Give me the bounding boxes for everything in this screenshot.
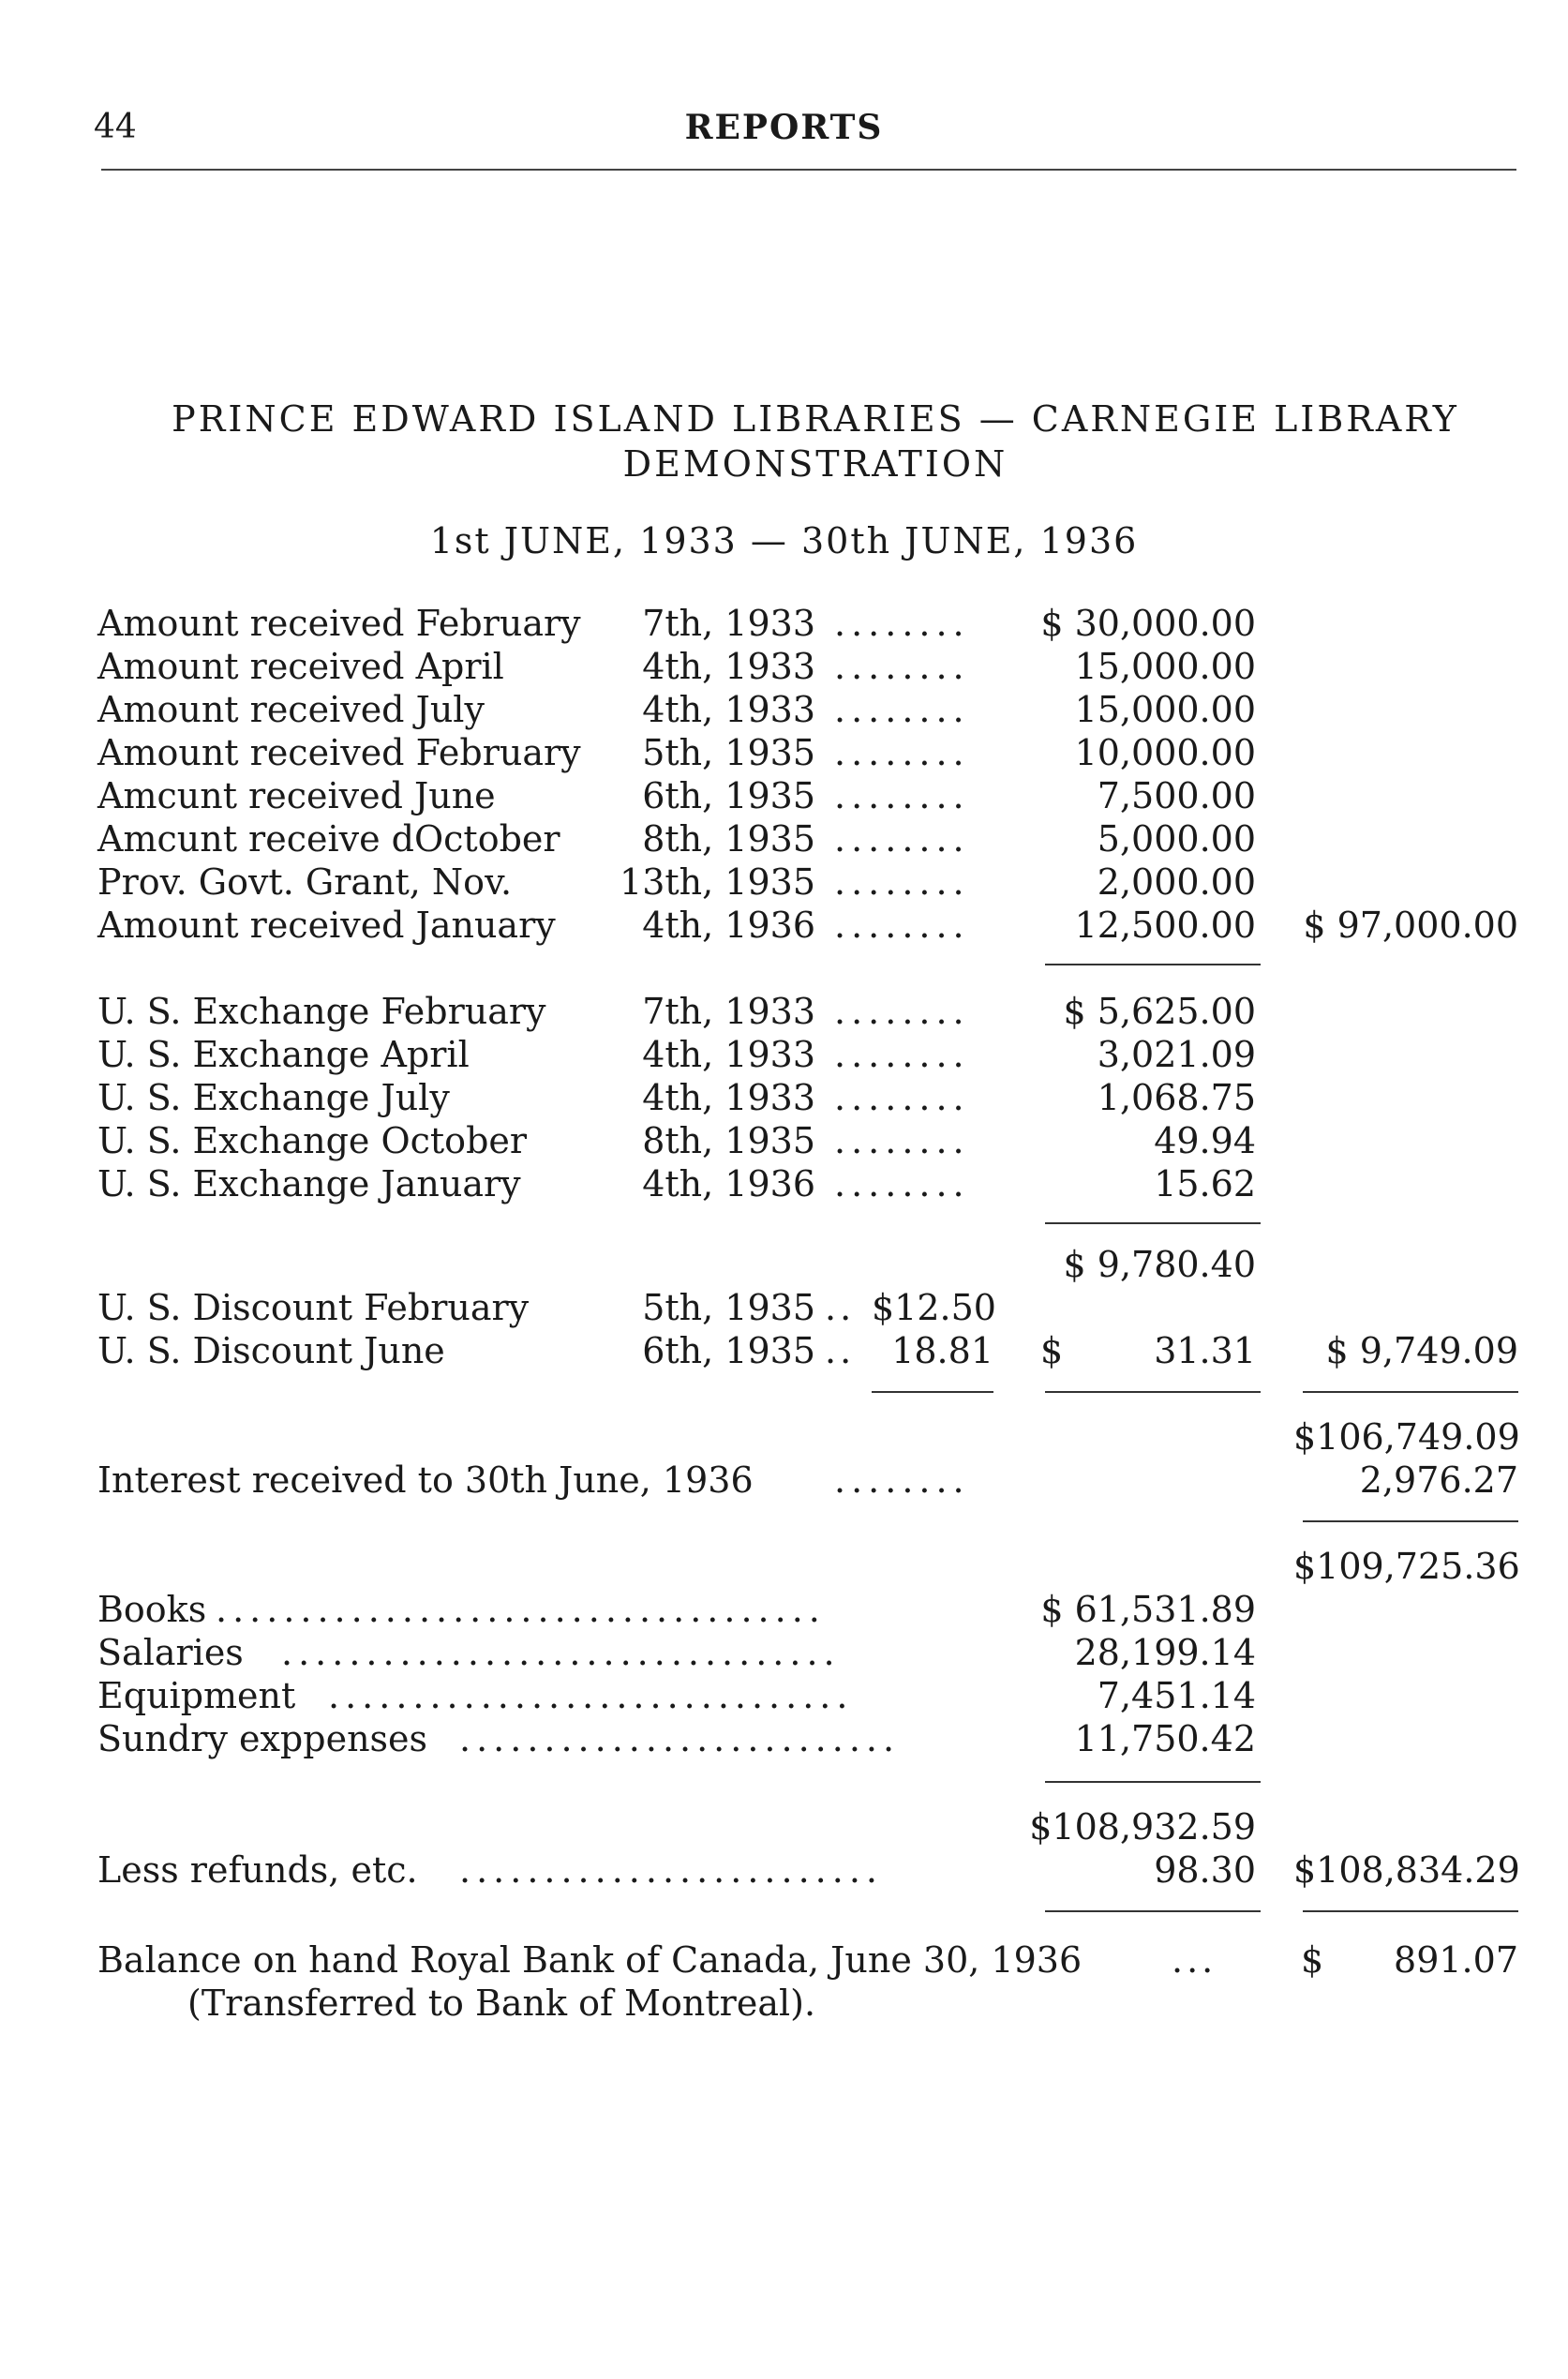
- interest-amount: 2,976.27: [1359, 1459, 1518, 1501]
- expense-amount: 11,750.42: [1074, 1718, 1256, 1759]
- expense-label: Salaries: [97, 1632, 244, 1673]
- dot-leader: ........: [834, 1120, 970, 1161]
- receipt-amount: 7,500.00: [1097, 775, 1256, 816]
- dot-leader: ........: [834, 861, 970, 903]
- exchange-amount: $ 5,625.00: [1063, 991, 1256, 1032]
- receipt-label: Amcunt receive dOctober: [97, 818, 560, 860]
- receipt-amount: 12,500.00: [1074, 905, 1256, 946]
- total-rule: [1045, 1910, 1261, 1912]
- balance-amount: 891.07: [1394, 1939, 1518, 1981]
- receipt-date: 6th, 1935: [642, 775, 815, 816]
- total-rule: [1045, 1222, 1261, 1224]
- receipt-date: 7th, 1933: [642, 603, 815, 644]
- expense-label: Equipment: [97, 1675, 296, 1716]
- exchange-amount: 49.94: [1154, 1120, 1256, 1161]
- dot-leader: ........: [834, 775, 970, 816]
- total-rule: [1303, 1391, 1518, 1393]
- exchange-date: 8th, 1935: [642, 1120, 815, 1161]
- dot-leader: ........: [834, 1459, 970, 1501]
- dot-leader: ........: [834, 905, 970, 946]
- exchange-label: U. S. Exchange October: [97, 1120, 528, 1161]
- receipt-label: Prov. Govt. Grant, Nov.: [97, 861, 513, 903]
- discount-date: 6th, 1935: [642, 1330, 815, 1371]
- expense-label: Sundry exppenses: [97, 1718, 428, 1759]
- dot-leader: ...: [1172, 1939, 1217, 1981]
- subtotal: $106,749.09: [1293, 1416, 1520, 1458]
- expense-amount: 7,451.14: [1097, 1675, 1256, 1716]
- header-rule: [101, 169, 1516, 171]
- receipt-date: 13th, 1935: [620, 861, 815, 903]
- dot-leader: ........: [834, 689, 970, 730]
- report-period: 1st JUNE, 1933 — 30th JUNE, 1936: [429, 520, 1139, 561]
- receipt-date: 4th, 1933: [642, 689, 815, 730]
- balance-label: Balance on hand Royal Bank of Canada, June 30, 1936: [97, 1939, 1083, 1981]
- total-rule: [1303, 1910, 1518, 1912]
- receipt-date: 4th, 1936: [642, 905, 815, 946]
- exchange-date: 4th, 1936: [642, 1163, 815, 1204]
- exchange-date: 7th, 1933: [642, 991, 815, 1032]
- refunds-amount: 98.30: [1154, 1849, 1256, 1891]
- expense-amount: $ 61,531.89: [1040, 1589, 1256, 1630]
- receipt-amount: 5,000.00: [1097, 818, 1256, 860]
- expense-label: Books: [97, 1589, 207, 1630]
- discount-amount: $12.50: [872, 1287, 996, 1328]
- refunds-label: Less refunds, etc.: [97, 1849, 418, 1891]
- receipt-label: Amount received July: [97, 689, 485, 730]
- page-number: 44: [94, 108, 137, 146]
- receipt-label: Amcunt received June: [97, 775, 496, 816]
- dot-leader: ........: [834, 646, 970, 687]
- exchange-total: $ 9,780.40: [1063, 1244, 1256, 1285]
- report-title-line2: DEMONSTRATION: [622, 443, 1008, 485]
- receipt-amount: $ 30,000.00: [1040, 603, 1256, 644]
- receipt-date: 4th, 1933: [642, 646, 815, 687]
- exchange-label: U. S. Exchange January: [97, 1163, 521, 1204]
- exchange-label: U. S. Exchange April: [97, 1034, 470, 1075]
- exchange-net: $ 9,749.09: [1325, 1330, 1518, 1371]
- receipt-label: Amount received January: [97, 905, 556, 946]
- receipt-label: Amount received February: [97, 603, 581, 644]
- receipt-date: 8th, 1935: [642, 818, 815, 860]
- dot-leader: ........: [834, 1163, 970, 1204]
- receipts-total: $ 97,000.00: [1303, 905, 1518, 946]
- dot-leader: ..: [825, 1287, 856, 1328]
- total-rule: [1303, 1520, 1518, 1522]
- receipt-date: 5th, 1935: [642, 732, 815, 773]
- total-rule: [1045, 1781, 1261, 1783]
- expenses-net: $108,834.29: [1293, 1849, 1520, 1891]
- expense-amount: 28,199.14: [1074, 1632, 1256, 1673]
- dot-leader: ..: [825, 1330, 856, 1371]
- discount-amount: 18.81: [891, 1330, 993, 1371]
- receipt-label: Amount received February: [97, 732, 581, 773]
- currency-sign: $: [1040, 1330, 1064, 1371]
- dot-leader: ........: [834, 1034, 970, 1075]
- dot-leader: ........: [834, 818, 970, 860]
- dot-leader: .................................: [281, 1632, 841, 1673]
- exchange-date: 4th, 1933: [642, 1077, 815, 1118]
- exchange-amount: 3,021.09: [1097, 1034, 1256, 1075]
- receipt-amount: 15,000.00: [1074, 689, 1256, 730]
- dot-leader: .........................: [459, 1849, 883, 1891]
- exchange-label: U. S. Exchange February: [97, 991, 546, 1032]
- dot-leader: ........: [834, 1077, 970, 1118]
- discount-date: 5th, 1935: [642, 1287, 815, 1328]
- receipt-amount: 2,000.00: [1097, 861, 1256, 903]
- receipt-amount: 10,000.00: [1074, 732, 1256, 773]
- running-header: REPORTS: [684, 108, 884, 147]
- receipt-label: Amount received April: [97, 646, 504, 687]
- dot-leader: ........: [834, 732, 970, 773]
- dot-leader: ..........................: [459, 1718, 901, 1759]
- currency-sign: $: [1301, 1939, 1324, 1981]
- discount-label: U. S. Discount June: [97, 1330, 445, 1371]
- report-title: PRINCE EDWARD ISLAND LIBRARIES — CARNEGIE LIBRARY: [172, 398, 1459, 440]
- total-rule: [1045, 964, 1261, 965]
- exchange-label: U. S. Exchange July: [97, 1077, 450, 1118]
- exchange-date: 4th, 1933: [642, 1034, 815, 1075]
- dot-leader: ...............................: [328, 1675, 854, 1716]
- discount-label: U. S. Discount February: [97, 1287, 530, 1328]
- interest-label: Interest received to 30th June, 1936: [97, 1459, 754, 1501]
- expenses-total: $108,932.59: [1029, 1806, 1256, 1848]
- exchange-amount: 15.62: [1154, 1163, 1256, 1204]
- balance-note: (Transferred to Bank of Montreal).: [187, 1982, 816, 2024]
- receipt-amount: 15,000.00: [1074, 646, 1256, 687]
- total-rule: [872, 1391, 993, 1393]
- dot-leader: ........: [834, 991, 970, 1032]
- dot-leader: ....................................: [216, 1589, 826, 1630]
- dot-leader: ........: [834, 603, 970, 644]
- exchange-amount: 1,068.75: [1097, 1077, 1256, 1118]
- discount-total: 31.31: [1154, 1330, 1256, 1371]
- subtotal: $109,725.36: [1293, 1546, 1520, 1587]
- total-rule: [1045, 1391, 1261, 1393]
